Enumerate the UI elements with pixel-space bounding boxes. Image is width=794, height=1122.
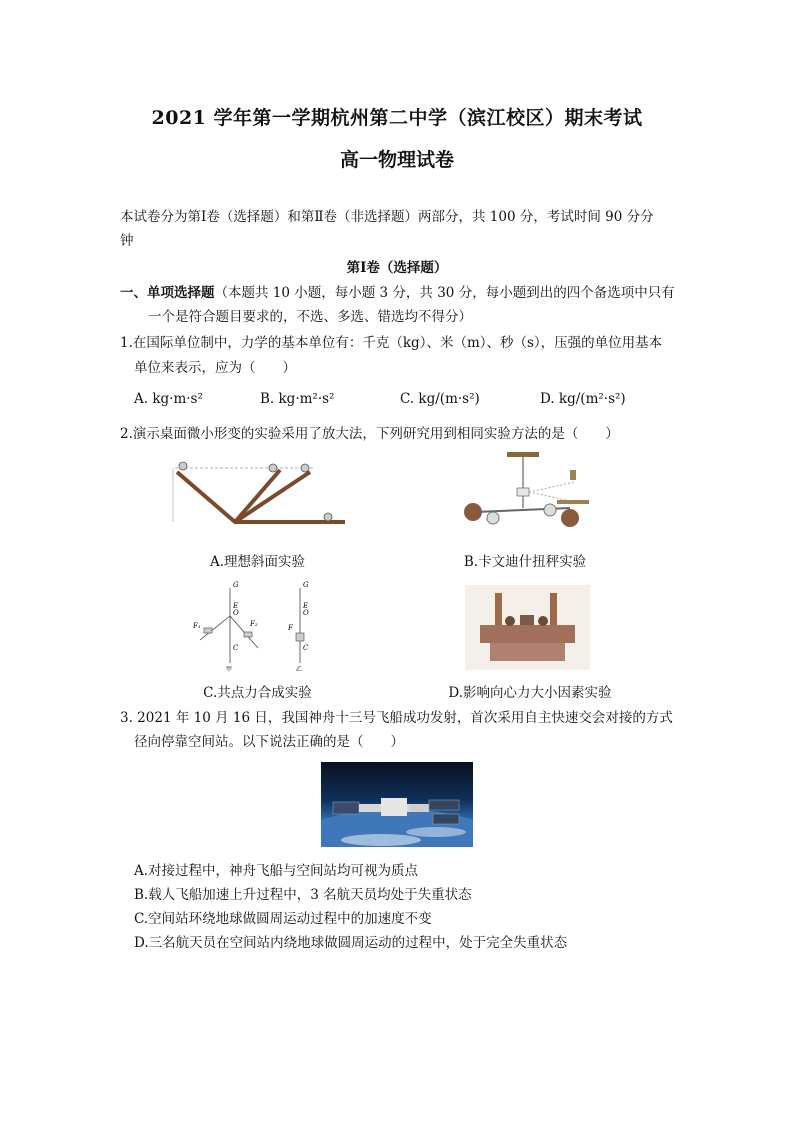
fig-c-label-e1: E <box>233 602 239 610</box>
q2-caption-a: A.理想斜面实验 <box>209 554 306 570</box>
fig-c-label-yi: 乙 <box>296 666 303 673</box>
part1-heading: 第Ⅰ卷（选择题） <box>346 260 448 276</box>
figure-force-composition <box>190 578 335 673</box>
fig-c-label-c1: C <box>233 644 239 652</box>
q2-caption-b: B.卡文迪什扭秤实验 <box>463 554 587 570</box>
fig-c-label-e2: E <box>303 602 309 610</box>
figure-torsion-balance <box>455 450 595 540</box>
q3-option-c: C.空间站环绕地球做圆周运动过程中的加速度不变 <box>134 911 432 927</box>
section1-desc-1: （本题共 10 小题，每小题 3 分，共 30 分，每小题到出的四个备选项中只有 <box>214 285 675 301</box>
fig-c-label-o2: O <box>303 609 309 617</box>
q3-option-a: A.对接过程中，神舟飞船与空间站均可视为质点 <box>134 863 419 879</box>
figure-space-station <box>321 762 473 847</box>
q3-line-1: 3. 2021 年 10 月 16 日，我国神舟十三号飞船成功发射，首次采用自主快速交会对接的方式 <box>120 710 673 726</box>
q2-caption-c: C.共点力合成实验 <box>203 685 312 701</box>
fig-c-label-f1: F₁ <box>193 622 201 630</box>
intro-line-2: 钟 <box>120 233 134 249</box>
figure-ideal-incline <box>165 460 350 535</box>
q2-stem: 2.演示桌面微小形变的实验采用了放大法，下列研究用到相同实验方法的是（ ） <box>120 426 619 442</box>
section1-label: 一、单项选择题 <box>120 285 215 301</box>
q3-option-d: D.三名航天员在空间站内绕地球做圆周运动的过程中，处于完全失重状态 <box>134 935 568 951</box>
fig-c-label-f: F <box>288 624 293 632</box>
fig-c-label-jia: 甲 <box>226 666 233 673</box>
section1-line-1 <box>120 281 700 305</box>
fig-c-label-g2: G <box>303 581 309 589</box>
q1-line-2: 单位来表示，应为（ ） <box>134 360 296 376</box>
intro-line-1: 本试卷分为第Ⅰ卷（选择题）和第Ⅱ卷（非选择题）两部分，共 100 分，考试时间 90 分分 <box>120 209 654 225</box>
exam-title: 2021 学年第一学期杭州第二中学（滨江校区）期末考试 <box>151 107 643 129</box>
exam-subtitle: 高一物理试卷 <box>339 149 454 171</box>
q3-line-2: 径向停靠空间站。以下说法正确的是（ ） <box>134 734 404 750</box>
fig-c-label-g1: G <box>233 581 239 589</box>
fig-c-label-o1: O <box>233 609 239 617</box>
figure-centripetal-apparatus <box>465 585 590 670</box>
q1-line-1: 1.在国际单位制中，力学的基本单位有：千克（kg）、米（m）、秒（s），压强的单位用基本 <box>120 335 663 351</box>
q1-option-c: C. kg/(m·s²) <box>400 391 480 407</box>
fig-c-label-c2: C <box>303 644 309 652</box>
section1-desc-2: 一个是符合题目要求的，不选、多选、错选均不得分） <box>148 309 472 325</box>
fig-c-label-f2: F₂ <box>250 620 258 628</box>
q3-option-b: B.载人飞船加速上升过程中，3 名航天员均处于失重状态 <box>134 887 472 903</box>
q1-option-b: B. kg·m²·s² <box>260 391 335 407</box>
q2-caption-d: D.影响向心力大小因素实验 <box>448 685 612 701</box>
q1-option-a: A. kg·m·s² <box>134 391 203 407</box>
q1-option-d: D. kg/(m²·s²) <box>540 391 626 407</box>
